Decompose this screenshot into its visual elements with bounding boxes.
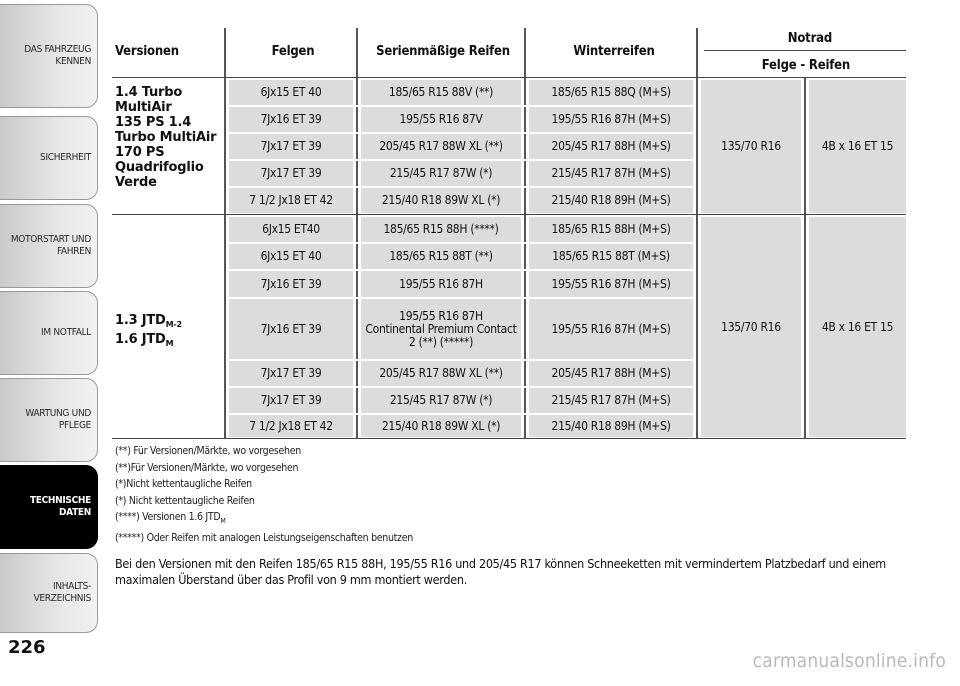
footnote: (*)Nicht kettentaugliche Reifen — [115, 478, 252, 490]
column-separator — [524, 28, 526, 438]
group2-versions: 1.3 $JTD_{M-2}$ 1.6 $JTD_M$ — [115, 313, 182, 348]
cell-serien: 185/65 R15 88V (**) — [388, 85, 494, 99]
cell-notrad-reifen: 4B x 16 ET 15 — [821, 319, 894, 334]
cell-serien: 195/55 R16 87V — [399, 112, 483, 126]
cell-felgen: 7Jx17 ET 39 — [260, 366, 322, 380]
snow-chain-paragraph: Bei den Versionen mit den Reifen 185/65 R15 88H, 195/55 R16 und 205/45 R17 können Schneeketten mit vermindertem Platzbedarf und einem maximalen Überstand über das Profil von 9 mm montiert werden. — [115, 556, 886, 587]
cell-winter: 215/45 R17 87H (M+S) — [551, 393, 671, 407]
cell-serien: 215/40 R18 89W XL (*) — [381, 193, 501, 207]
tab-das-fahrzeug-kennen[interactable]: DAS FAHRZEUG KENNEN — [0, 4, 98, 108]
tab-motorstart-und-fahren[interactable]: MOTORSTART UND FAHREN — [0, 204, 98, 288]
cell-serien: 215/45 R17 87W (*) — [389, 166, 493, 180]
tab-inhaltsverzeichnis[interactable]: INHALTS- VERZEICHNIS — [0, 553, 98, 633]
header-versionen: Versionen — [115, 43, 179, 59]
cell-felgen: 7 1/2 Jx18 ET 42 — [249, 418, 333, 433]
group-divider — [112, 214, 906, 215]
tab-technische-daten[interactable]: TECHNISCHE DATEN — [0, 465, 98, 549]
cell-felgen: 6Jx15 ET40 — [262, 222, 320, 236]
cell-felgen: 7 1/2 Jx18 ET 42 — [249, 193, 333, 207]
chapter-sidebar — [0, 0, 100, 686]
footnote: (****) Versionen 1.6 $JTD_M$ — [115, 511, 226, 526]
cell-winter: 195/55 R16 87H (M+S) — [551, 321, 671, 336]
footnote: (*) Nicht kettentaugliche Reifen — [115, 494, 255, 507]
cell-serien: 205/45 R17 88W XL (**) — [379, 139, 503, 153]
page-number: 226 — [8, 637, 46, 658]
cell-felgen: 7Jx16 ET 39 — [260, 112, 322, 126]
column-separator — [356, 28, 358, 438]
cell-notrad-felge: 135/70 R16 — [721, 319, 781, 334]
header-bottom-line — [112, 77, 906, 78]
cell-winter: 195/55 R16 87H (M+S) — [551, 276, 671, 291]
cell-winter: 185/65 R15 88H (M+S) — [551, 222, 671, 236]
cell-winter: 205/45 R17 88H (M+S) — [551, 139, 671, 153]
footnote: (*****) Oder Reifen mit analogen Leistungseigenschaften benutzen — [115, 531, 413, 544]
tab-sicherheit[interactable]: SICHERHEIT — [0, 116, 98, 200]
notrad-header-divider — [704, 50, 906, 51]
cell-felgen: 7Jx17 ET 39 — [260, 166, 322, 180]
cell-serien: 215/40 R18 89W XL (*) — [381, 418, 501, 433]
footnote: (**) Für Versionen/Märkte, wo vorgesehen — [115, 445, 301, 457]
cell-winter: 215/40 R18 89H (M+S) — [551, 193, 671, 207]
cell-winter: 195/55 R16 87H (M+S) — [551, 112, 671, 126]
cell-serien: 215/45 R17 87W (*) — [389, 393, 493, 407]
cell-felgen: 6Jx15 ET 40 — [260, 85, 322, 99]
cell-felgen: 7Jx16 ET 39 — [260, 321, 322, 336]
column-separator — [224, 28, 226, 438]
column-separator — [804, 78, 806, 438]
cell-felgen: 7Jx17 ET 39 — [260, 139, 322, 153]
cell-notrad-reifen: 4B x 16 ET 15 — [821, 139, 894, 153]
footnotes — [115, 443, 895, 546]
cell-winter: 205/45 R17 88H (M+S) — [551, 366, 671, 380]
header-serienmaessige-reifen: Serienmäßige Reifen — [376, 43, 510, 59]
cell-felgen: 6Jx15 ET 40 — [260, 249, 322, 263]
column-separator — [696, 28, 698, 438]
header-winterreifen: Winterreifen — [573, 43, 655, 59]
cell-notrad-felge: 135/70 R16 — [721, 139, 781, 153]
cell-winter: 185/65 R15 88T (M+S) — [552, 249, 670, 263]
cell-winter: 185/65 R15 88Q (M+S) — [551, 85, 671, 99]
cell-serien: 185/65 R15 88H (****) — [383, 222, 499, 236]
header-notrad: Notrad — [787, 30, 832, 46]
cell-felgen: 7Jx17 ET 39 — [260, 393, 322, 407]
header-felge-reifen: Felge - Reifen — [761, 57, 850, 73]
tab-wartung-und-pflege[interactable]: WARTUNG UND PFLEGE — [0, 378, 98, 462]
table-bottom-line — [112, 438, 906, 439]
watermark: carmanualsonline.info — [752, 650, 946, 672]
cell-winter: 215/45 R17 87H (M+S) — [551, 166, 671, 180]
group1-versions: 1.4 Turbo MultiAir 135 PS 1.4 Turbo MultiAir 170 PS Quadrifoglio Verde — [115, 85, 217, 190]
cell-winter: 215/40 R18 89H (M+S) — [551, 418, 671, 433]
tab-im-notfall[interactable]: IM NOTFALL — [0, 291, 98, 375]
cell-serien: 195/55 R16 87H Continental Premium Contact 2 (**) (*****) — [365, 308, 517, 349]
cell-serien: 205/45 R17 88W XL (**) — [379, 366, 503, 380]
cell-serien: 185/65 R15 88T (**) — [389, 249, 493, 263]
footnote: (**)Für Versionen/Märkte, wo vorgesehen — [115, 461, 299, 474]
cell-serien: 195/55 R16 87H — [399, 276, 483, 291]
cell-felgen: 7Jx16 ET 39 — [260, 276, 322, 291]
header-felgen: Felgen — [271, 43, 315, 59]
